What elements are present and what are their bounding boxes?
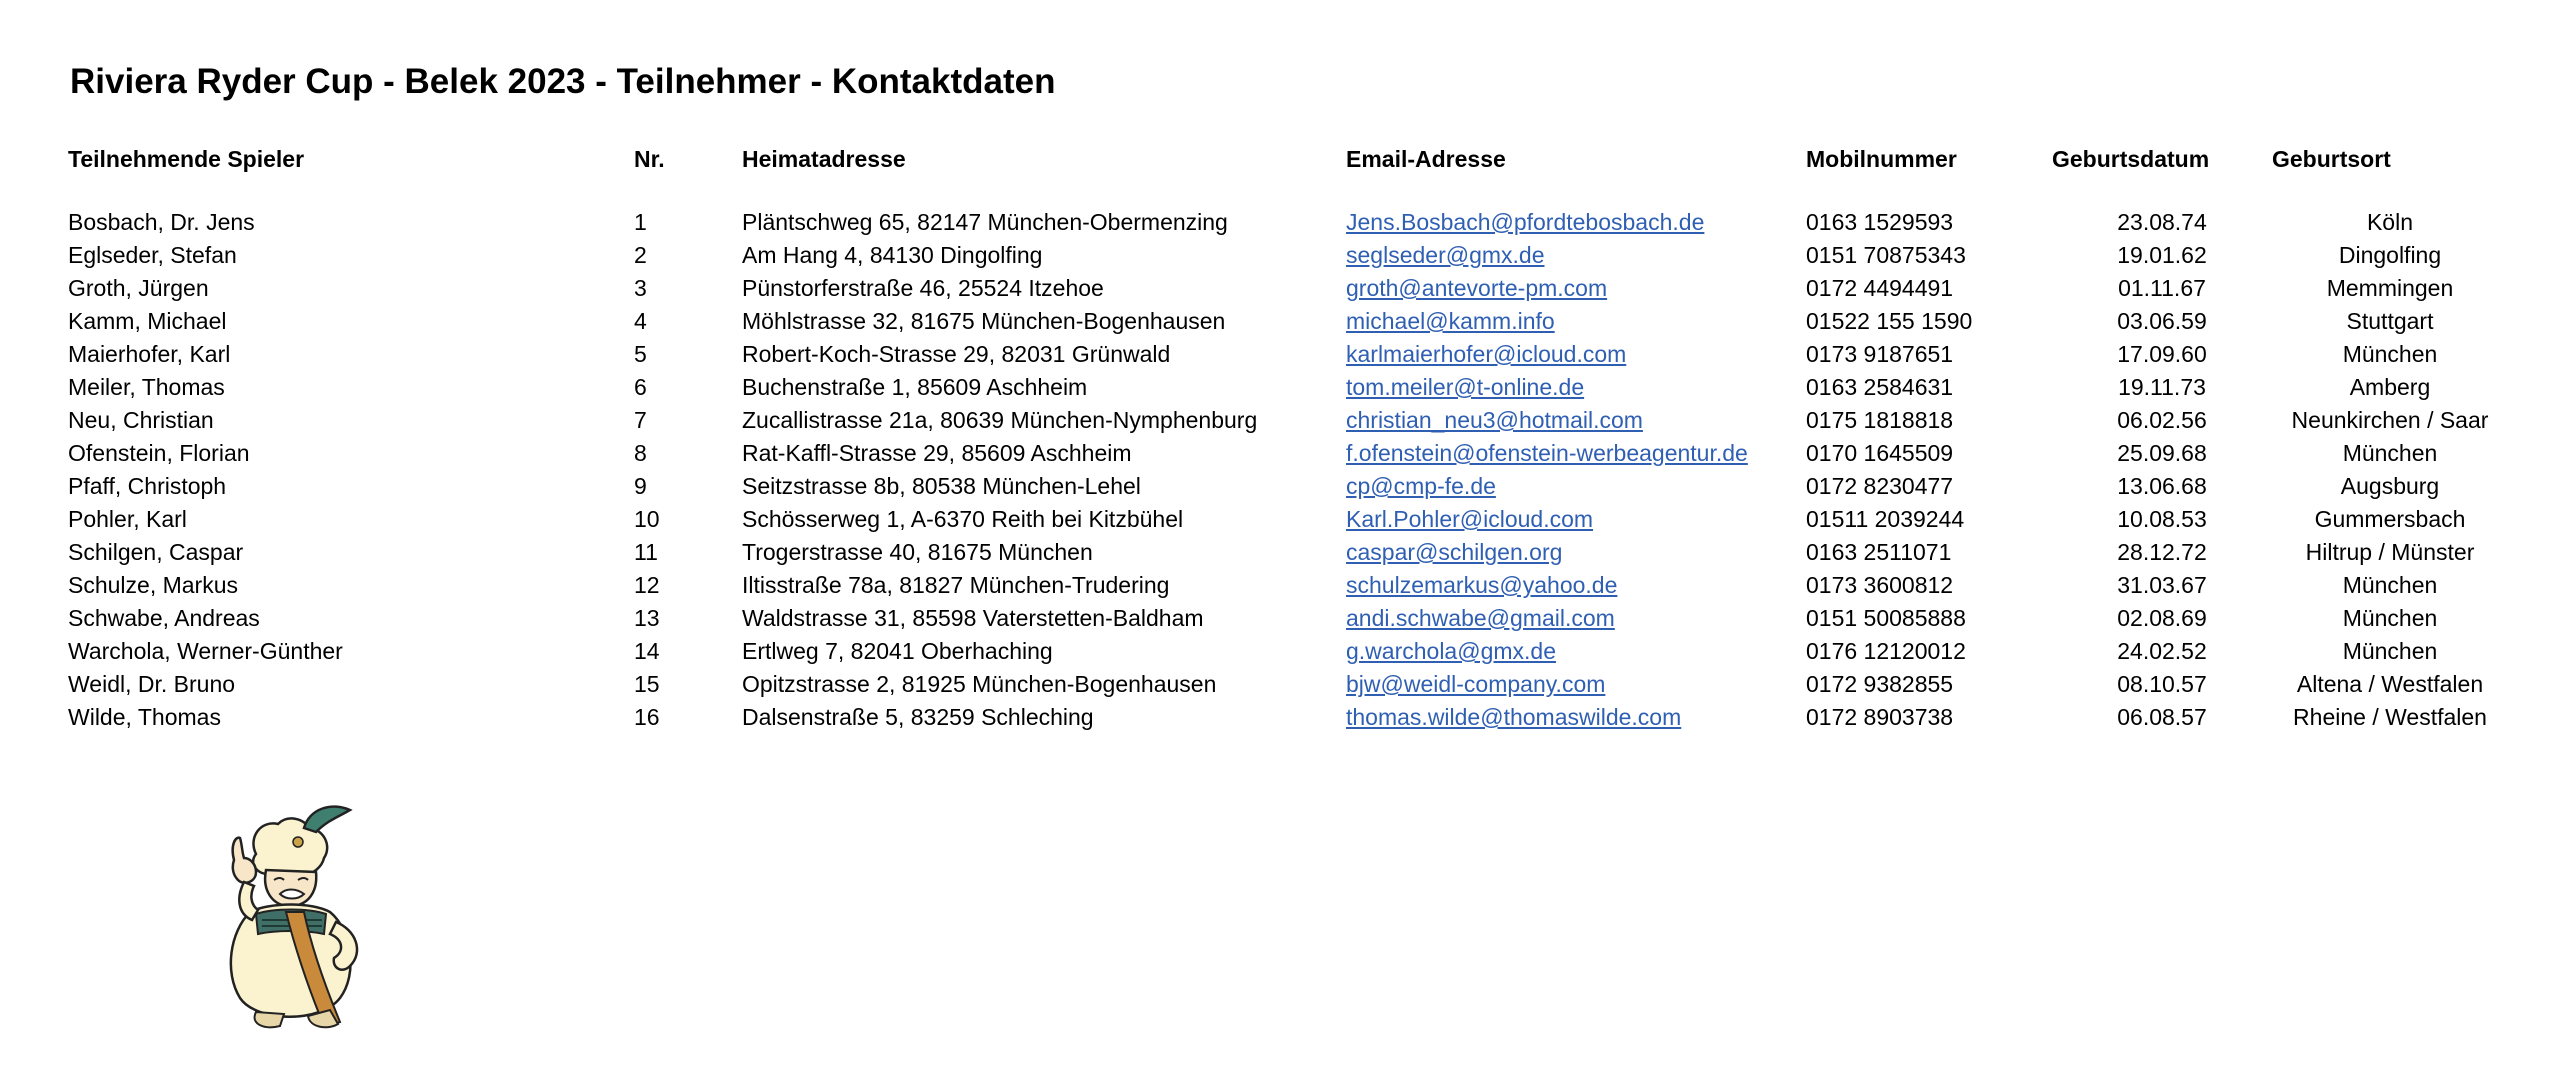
table-row [68, 569, 2508, 602]
participant-birthdate: 06.02.56 [2117, 407, 2207, 433]
participant-name: Schwabe, Andreas [68, 605, 260, 631]
header-name: Teilnehmende Spieler [68, 145, 305, 172]
participant-birthplace: München [2342, 572, 2438, 598]
participant-mobile: 0163 1529593 [1806, 209, 1954, 235]
participant-name: Maierhofer, Karl [68, 341, 231, 367]
email-link[interactable]: bjw@weidl-company.com [1346, 671, 1606, 697]
header-address: Heimatadresse [742, 145, 906, 172]
participant-birthplace: Amberg [2349, 374, 2431, 400]
participant-birthplace: München [2342, 605, 2438, 631]
participant-birthdate: 23.08.74 [2117, 209, 2207, 235]
participant-number: 11 [634, 539, 658, 565]
participant-email [1346, 272, 1806, 305]
email-link[interactable]: karlmaierhofer@icloud.com [1346, 341, 1627, 367]
participant-mobile: 0173 3600812 [1806, 572, 1954, 598]
participant-mobile: 01511 2039244 [1806, 506, 1965, 532]
table-row [68, 437, 2508, 470]
header-mobile: Mobilnummer [1806, 145, 1957, 172]
participant-address: Dalsenstraße 5, 83259 Schleching [742, 704, 1094, 730]
participant-number: 5 [634, 341, 647, 367]
participant-number: 1 [634, 209, 647, 235]
participant-name: Neu, Christian [68, 407, 214, 433]
participant-name: Warchola, Werner-Günther [68, 638, 343, 664]
participant-birthplace: Dingolfing [2338, 242, 2442, 268]
email-link[interactable]: christian_neu3@hotmail.com [1346, 407, 1643, 433]
genie-mascot-icon [200, 802, 380, 1034]
header-birthdate: Geburtsdatum [2052, 145, 2210, 172]
participant-email [1346, 668, 1806, 701]
participant-address: Schösserweg 1, A-6370 Reith bei Kitzbühel [742, 506, 1184, 532]
email-link[interactable]: Jens.Bosbach@pfordtebosbach.de [1346, 209, 1705, 235]
participant-number: 6 [634, 374, 647, 400]
participant-number: 13 [634, 605, 660, 631]
participant-number: 3 [634, 275, 647, 301]
participant-address: Iltisstraße 78a, 81827 München-Trudering [742, 572, 1170, 598]
table-row [68, 272, 2508, 305]
email-link[interactable]: caspar@schilgen.org [1346, 539, 1563, 565]
participant-email [1346, 503, 1806, 536]
participant-address: Opitzstrasse 2, 81925 München-Bogenhausen [742, 671, 1217, 697]
participant-name: Bosbach, Dr. Jens [68, 209, 255, 235]
page-title: Riviera Ryder Cup - Belek 2023 - Teilnehmer - Kontaktdaten [70, 62, 1056, 101]
participant-address: Zucallistrasse 21a, 80639 München-Nymphenburg [742, 407, 1258, 433]
participant-mobile: 0172 4494491 [1806, 275, 1954, 301]
participant-number: 8 [634, 440, 647, 466]
participant-mobile: 0172 8903738 [1806, 704, 1954, 730]
email-link[interactable]: groth@antevorte-pm.com [1346, 275, 1608, 301]
header-spacer [68, 178, 2508, 206]
participant-email [1346, 338, 1806, 371]
participant-birthplace: Rheine / Westfalen [2293, 704, 2487, 730]
participant-email [1346, 371, 1806, 404]
participant-email [1346, 437, 1806, 470]
participant-email [1346, 206, 1806, 239]
participant-email [1346, 239, 1806, 272]
email-link[interactable]: f.ofenstein@ofenstein-werbeagentur.de [1346, 440, 1748, 466]
participant-birthplace: München [2342, 341, 2438, 367]
participant-birthdate: 28.12.72 [2117, 539, 2207, 565]
participant-address: Waldstrasse 31, 85598 Vaterstetten-Baldham [742, 605, 1204, 631]
participant-address: Am Hang 4, 84130 Dingolfing [742, 242, 1043, 268]
participant-birthdate: 06.08.57 [2117, 704, 2207, 730]
participant-email [1346, 470, 1806, 503]
participant-address: Möhlstrasse 32, 81675 München-Bogenhausen [742, 308, 1226, 334]
table-row [68, 602, 2508, 635]
header-birthplace: Geburtsort [2272, 145, 2391, 172]
participant-email [1346, 635, 1806, 668]
participant-number: 15 [634, 671, 660, 697]
participant-mobile: 0163 2584631 [1806, 374, 1954, 400]
participant-address: Rat-Kaffl-Strasse 29, 85609 Aschheim [742, 440, 1132, 466]
table-row [68, 239, 2508, 272]
participant-birthplace: Augsburg [2340, 473, 2440, 499]
participant-birthplace: Memmingen [2326, 275, 2454, 301]
table-row [68, 536, 2508, 569]
participant-email [1346, 602, 1806, 635]
participant-name: Kamm, Michael [68, 308, 227, 334]
participant-name: Wilde, Thomas [68, 704, 221, 730]
participant-name: Weidl, Dr. Bruno [68, 671, 236, 697]
table-header-row [68, 140, 2508, 178]
participant-birthplace: Gummersbach [2314, 506, 2466, 532]
table-row [68, 338, 2508, 371]
participant-birthplace: Stuttgart [2346, 308, 2434, 334]
participant-mobile: 0163 2511071 [1806, 539, 1952, 565]
email-link[interactable]: michael@kamm.info [1346, 308, 1555, 334]
participant-birthplace: Köln [2366, 209, 2414, 235]
participant-number: 16 [634, 704, 660, 730]
participant-birthplace: Altena / Westfalen [2296, 671, 2484, 697]
participant-number: 12 [634, 572, 660, 598]
participant-birthdate: 08.10.57 [2117, 671, 2207, 697]
table-row [68, 404, 2508, 437]
participant-name: Schulze, Markus [68, 572, 239, 598]
table-row [68, 701, 2508, 734]
table-row [68, 206, 2508, 239]
email-link[interactable]: g.warchola@gmx.de [1346, 638, 1556, 664]
participant-mobile: 0173 9187651 [1806, 341, 1954, 367]
participant-name: Pfaff, Christoph [68, 473, 227, 499]
email-link[interactable]: schulzemarkus@yahoo.de [1346, 572, 1618, 598]
participant-mobile: 0172 8230477 [1806, 473, 1954, 499]
participant-address: Seitzstrasse 8b, 80538 München-Lehel [742, 473, 1141, 499]
participant-birthplace: Neunkirchen / Saar [2291, 407, 2489, 433]
participant-address: Pläntschweg 65, 82147 München-Obermenzing [742, 209, 1228, 235]
participant-email [1346, 404, 1806, 437]
email-link[interactable]: thomas.wilde@thomaswilde.com [1346, 704, 1682, 730]
participant-birthdate: 24.02.52 [2117, 638, 2207, 664]
email-link[interactable]: Karl.Pohler@icloud.com [1346, 506, 1594, 532]
participant-name: Pohler, Karl [68, 506, 187, 532]
participant-number: 4 [634, 308, 647, 334]
participant-address: Pünstorferstraße 46, 25524 Itzehoe [742, 275, 1104, 301]
participant-name: Ofenstein, Florian [68, 440, 250, 466]
email-link[interactable]: seglseder@gmx.de [1346, 242, 1545, 268]
participant-address: Robert-Koch-Strasse 29, 82031 Grünwald [742, 341, 1171, 367]
participant-mobile: 01522 155 1590 [1806, 308, 1973, 334]
email-link[interactable]: tom.meiler@t-online.de [1346, 374, 1585, 400]
participant-email [1346, 536, 1806, 569]
participant-birthdate: 17.09.60 [2117, 341, 2207, 367]
table-row [68, 371, 2508, 404]
table-row [68, 668, 2508, 701]
participant-number: 14 [634, 638, 660, 664]
participant-mobile: 0175 1818818 [1806, 407, 1954, 433]
table-row [68, 305, 2508, 338]
participant-birthdate: 13.06.68 [2117, 473, 2207, 499]
header-nr: Nr. [634, 145, 665, 172]
participant-address: Buchenstraße 1, 85609 Aschheim [742, 374, 1088, 400]
participant-email [1346, 305, 1806, 338]
participant-birthdate: 19.01.62 [2117, 242, 2207, 268]
header-email: Email-Adresse [1346, 145, 1506, 172]
participant-number: 10 [634, 506, 660, 532]
participant-birthdate: 25.09.68 [2117, 440, 2207, 466]
email-link[interactable]: cp@cmp-fe.de [1346, 473, 1496, 499]
participant-birthplace: Hiltrup / Münster [2305, 539, 2475, 565]
email-link[interactable]: andi.schwabe@gmail.com [1346, 605, 1615, 631]
participant-birthdate: 01.11.67 [2118, 275, 2206, 301]
participant-mobile: 0151 50085888 [1806, 605, 1966, 631]
participant-address: Trogerstrasse 40, 81675 München [742, 539, 1093, 565]
participant-mobile: 0170 1645509 [1806, 440, 1954, 466]
participant-birthplace: München [2342, 638, 2438, 664]
table-row [68, 503, 2508, 536]
participant-address: Ertlweg 7, 82041 Oberhaching [742, 638, 1053, 664]
participant-birthdate: 02.08.69 [2117, 605, 2207, 631]
participant-email [1346, 569, 1806, 602]
participant-email [1346, 701, 1806, 734]
participant-number: 9 [634, 473, 647, 499]
participant-birthdate: 03.06.59 [2117, 308, 2207, 334]
participant-birthplace: München [2342, 440, 2438, 466]
participant-mobile: 0176 12120012 [1806, 638, 1966, 664]
participant-mobile: 0172 9382855 [1806, 671, 1954, 697]
participant-mobile: 0151 70875343 [1806, 242, 1966, 268]
participant-number: 7 [634, 407, 647, 433]
participant-birthdate: 31.03.67 [2117, 572, 2207, 598]
participant-birthdate: 10.08.53 [2117, 506, 2207, 532]
table-row [68, 635, 2508, 668]
participant-number: 2 [634, 242, 647, 268]
participant-name: Schilgen, Caspar [68, 539, 244, 565]
participant-birthdate: 19.11.73 [2118, 374, 2206, 400]
participant-name: Meiler, Thomas [68, 374, 225, 400]
table-row [68, 470, 2508, 503]
participant-name: Eglseder, Stefan [68, 242, 237, 268]
participant-name: Groth, Jürgen [68, 275, 209, 301]
participants-table [68, 140, 2508, 734]
